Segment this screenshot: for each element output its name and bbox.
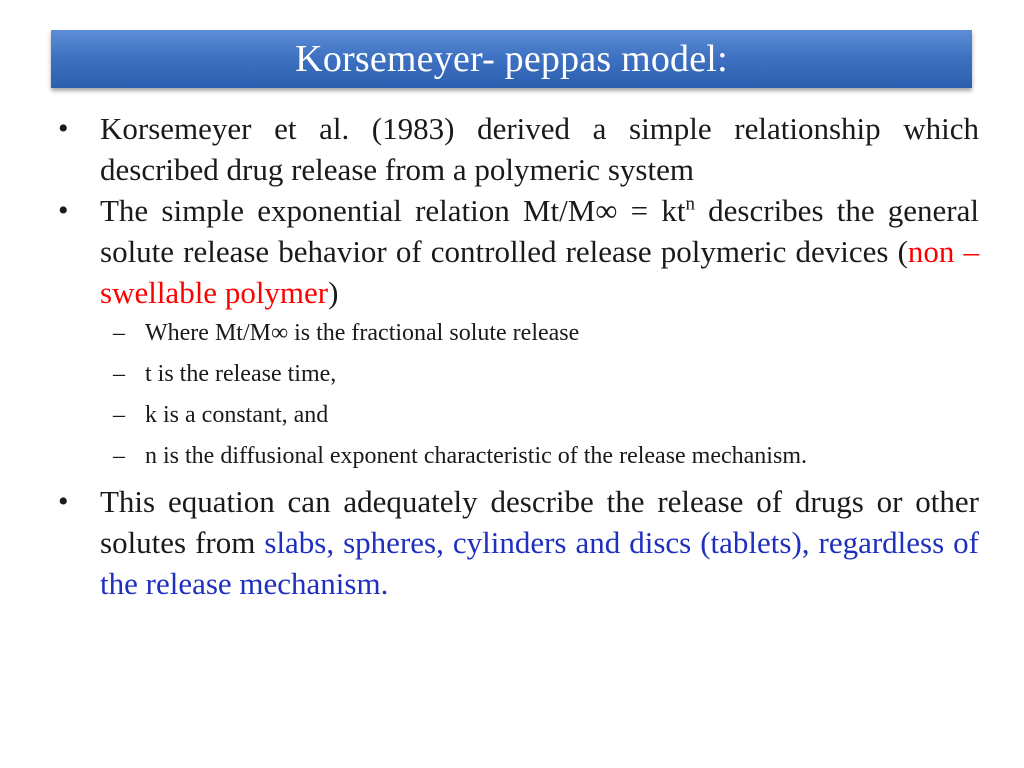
bullet-text-middle: describes the general solute release behavior of controlled release polymeric devices ( [100,193,980,269]
sub-bullet-text: k is a constant, and [145,402,329,428]
sub-bullet-item [113,399,979,431]
sub-bullet-text: Where Mt/M∞ is the fractional solute release [145,320,580,346]
bullet-item-1 [58,108,979,190]
dash-icon: – [113,361,125,387]
bullet-icon: • [58,485,69,518]
bullet-text-suffix: ) [328,275,339,310]
bullet-text-prefix: This equation can adequately describe the release of drugs or other solutes from [100,484,979,560]
bullet-text: Korsemeyer et al. (1983) derived a simple relationship which described drug release from a polymeric system [100,111,979,187]
dash-icon: – [113,402,125,428]
bullet-icon: • [58,194,69,227]
sub-bullet-item [113,317,979,349]
sub-bullet-text: t is the release time, [145,361,337,387]
bullet-text-prefix: The simple exponential relation Mt/M∞ = kt [100,193,686,228]
bullet-text [100,190,979,313]
bullet-item-2 [58,190,979,313]
exponent-superscript: n [685,193,695,215]
dash-icon: – [113,320,125,346]
slide-content [58,108,979,604]
sub-bullet-list [113,317,979,472]
bullet-item-3 [58,481,979,604]
slide-title-bar [51,30,972,88]
sub-bullet-item [113,358,979,390]
highlight-blue-text: slabs, spheres, cylinders and discs (tablets), regardless of the release mechanism. [100,525,980,601]
sub-bullet-item [113,440,979,472]
sub-bullet-text: n is the diffusional exponent characteristic of the release mechanism. [145,443,807,469]
dash-icon: – [113,443,125,469]
bullet-text [100,481,979,604]
slide-title: Korsemeyer- peppas model: [295,38,728,80]
highlight-red-text: non – swellable polymer [100,234,979,310]
bullet-icon: • [58,112,69,145]
